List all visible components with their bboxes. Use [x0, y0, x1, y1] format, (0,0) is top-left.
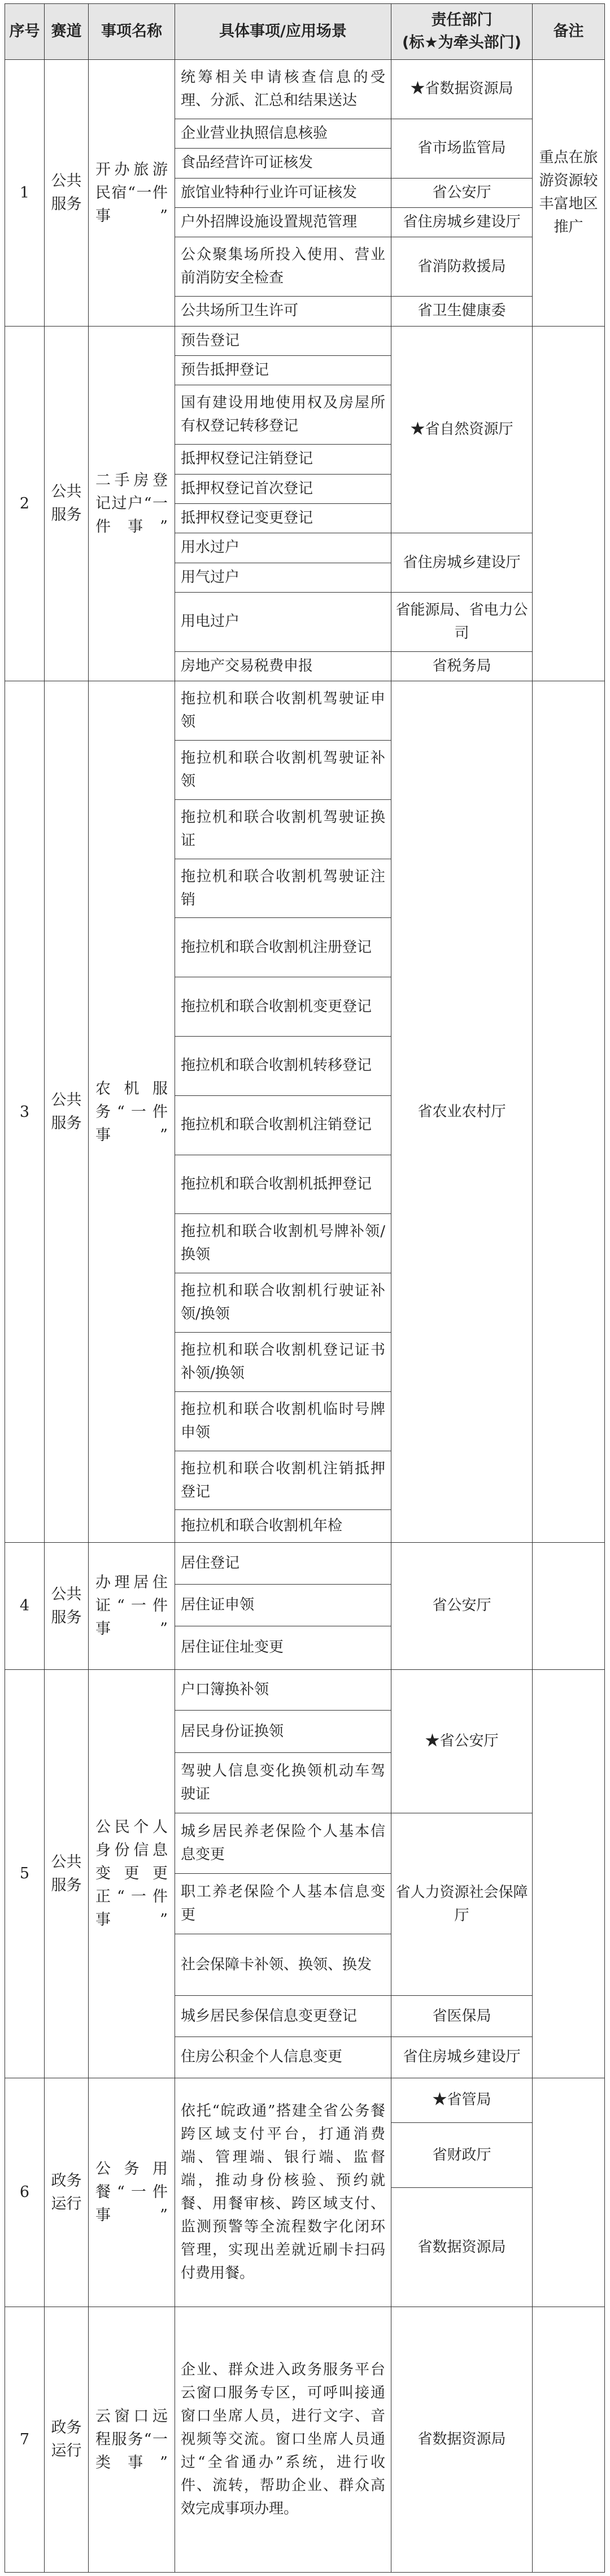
seq-cell: 1: [5, 60, 45, 327]
item-cell: 居住登记: [175, 1543, 391, 1585]
item-cell: 国有建设用地使用权及房屋所有权登记转移登记: [175, 385, 391, 445]
item-cell: 拖拉机和联合收割机登记证书补领/换领: [175, 1333, 391, 1392]
dept-cell: 省住房城乡建设厅: [391, 2037, 533, 2078]
header-track: 赛道: [45, 4, 89, 60]
note-cell: [533, 681, 605, 1543]
item-cell: 用电过户: [175, 593, 391, 652]
dept-cell: ★省自然资源厅: [391, 326, 533, 533]
item-cell: 用气过户: [175, 563, 391, 592]
dept-cell: 省市场监管局: [391, 119, 533, 178]
header-name: 事项名称: [89, 4, 175, 60]
item-cell: 抵押权登记变更登记: [175, 503, 391, 533]
item-cell: 公共场所卫生许可: [175, 297, 391, 326]
track-cell: 政务运行: [45, 2078, 89, 2307]
header-seq: 序号: [5, 4, 45, 60]
item-cell: 拖拉机和联合收割机行驶证补领/换领: [175, 1273, 391, 1333]
note-cell: [533, 326, 605, 681]
dept-cell: 省数据资源局: [391, 2188, 533, 2307]
matter-name-cell: 农机服务“一件事”: [89, 681, 175, 1543]
header-items: 具体事项/应用场景: [175, 4, 391, 60]
item-cell: 住房公积金个人信息变更: [175, 2037, 391, 2078]
table-row: [5, 326, 605, 355]
item-cell: 抵押权登记首次登记: [175, 474, 391, 503]
matter-name-cell: 办理居住证“一件事”: [89, 1543, 175, 1670]
item-cell: 拖拉机和联合收割机转移登记: [175, 1037, 391, 1096]
item-cell: 拖拉机和联合收割机注销登记: [175, 1095, 391, 1155]
item-cell: 房地产交易税费申报: [175, 651, 391, 681]
item-cell: 预告抵押登记: [175, 355, 391, 385]
header-note: 备注: [533, 4, 605, 60]
note-cell: 重点在旅游资源较丰富地区推广: [533, 60, 605, 327]
note-cell: [533, 1543, 605, 1670]
matter-name-cell: 二手房登记过户“一件事”: [89, 326, 175, 681]
matter-name-cell: 公务用餐“一件事”: [89, 2078, 175, 2307]
seq-cell: 2: [5, 326, 45, 681]
item-cell: 拖拉机和联合收割机驾驶证补领: [175, 741, 391, 800]
item-cell: 城乡居民养老保险个人基本信息变更: [175, 1813, 391, 1874]
dept-cell: 省公安厅: [391, 178, 533, 207]
item-cell: 企业营业执照信息核验: [175, 119, 391, 148]
item-cell: 居民身份证换领: [175, 1711, 391, 1753]
item-cell: 拖拉机和联合收割机驾驶证注销: [175, 859, 391, 918]
item-cell: 驾驶人信息变化换领机动车驾驶证: [175, 1753, 391, 1813]
seq-cell: 6: [5, 2078, 45, 2307]
dept-cell: 省人力资源社会保障厅: [391, 1813, 533, 1996]
item-cell: 职工养老保险个人基本信息变更: [175, 1874, 391, 1934]
item-cell: 居住证申领: [175, 1584, 391, 1626]
seq-cell: 3: [5, 681, 45, 1543]
table-row: [5, 2307, 605, 2572]
item-cell: 拖拉机和联合收割机驾驶证申领: [175, 681, 391, 741]
item-cell: 拖拉机和联合收割机临时号牌申领: [175, 1391, 391, 1451]
dept-cell: 省消防救援局: [391, 237, 533, 297]
dept-cell: ★省公安厅: [391, 1669, 533, 1813]
item-cell: 居住证住址变更: [175, 1626, 391, 1669]
item-cell: 拖拉机和联合收割机年检: [175, 1510, 391, 1543]
item-cell: 拖拉机和联合收割机号牌补领/换领: [175, 1214, 391, 1273]
seq-cell: 5: [5, 1669, 45, 2078]
dept-cell: 省住房城乡建设厅: [391, 207, 533, 237]
item-cell: 城乡居民参保信息变更登记: [175, 1996, 391, 2037]
dept-cell: 省能源局、省电力公司: [391, 593, 533, 652]
item-cell: 户口簿换补领: [175, 1669, 391, 1711]
note-cell: [533, 2078, 605, 2307]
track-cell: 政务运行: [45, 2307, 89, 2572]
seq-cell: 7: [5, 2307, 45, 2572]
matter-name-cell: 开办旅游民宿“一件事”: [89, 60, 175, 327]
item-cell: 拖拉机和联合收割机注册登记: [175, 918, 391, 977]
table-row: [5, 60, 605, 119]
item-cell: 依托“皖政通”搭建全省公务餐跨区域支付平台，打通消费端、管理端、银行端、监督端，推动身份核验、预约就餐、用餐审核、跨区域支付、监测预警等全流程数字化闭环管理，实现出差就近刷卡扫码付费用餐。: [175, 2078, 391, 2307]
item-cell: 企业、群众进入政务服务平台云窗口服务专区，可呼叫接通窗口坐席人员，进行文字、音视频等交流。窗口坐席人员通过“全省通办”系统，进行收件、流转，帮助企业、群众高效完成事项办理。: [175, 2307, 391, 2572]
note-cell: [533, 1669, 605, 2078]
track-cell: 公共服务: [45, 326, 89, 681]
dept-cell: 省税务局: [391, 651, 533, 681]
table-row: [5, 1543, 605, 1585]
item-cell: 公众聚集场所投入使用、营业前消防安全检查: [175, 237, 391, 297]
dept-cell: 省住房城乡建设厅: [391, 533, 533, 593]
table-row: [5, 1669, 605, 1711]
matters-table: [5, 3, 605, 2573]
dept-cell: 省农业农村厅: [391, 681, 533, 1543]
item-cell: 户外招牌设施设置规范管理: [175, 207, 391, 237]
track-cell: 公共服务: [45, 1543, 89, 1670]
item-cell: 拖拉机和联合收割机驾驶证换证: [175, 799, 391, 859]
dept-cell: 省财政厅: [391, 2122, 533, 2188]
item-cell: 食品经营许可证核发: [175, 149, 391, 178]
item-cell: 社会保障卡补领、换领、换发: [175, 1934, 391, 1996]
dept-cell: 省卫生健康委: [391, 297, 533, 326]
item-cell: 用水过户: [175, 533, 391, 563]
item-cell: 统筹相关申请核查信息的受理、分派、汇总和结果送达: [175, 60, 391, 119]
item-cell: 拖拉机和联合收割机注销抵押登记: [175, 1451, 391, 1510]
dept-cell: 省数据资源局: [391, 2307, 533, 2572]
header-dept: 责任部门 (标★为牵头部门): [391, 4, 533, 60]
item-cell: 旅馆业特种行业许可证核发: [175, 178, 391, 207]
item-cell: 预告登记: [175, 326, 391, 355]
item-cell: 抵押权登记注销登记: [175, 445, 391, 474]
table-row: [5, 681, 605, 741]
matter-name-cell: 云窗口远程服务“一类事”: [89, 2307, 175, 2572]
note-cell: [533, 2307, 605, 2572]
track-cell: 公共服务: [45, 1669, 89, 2078]
dept-cell: ★省数据资源局: [391, 60, 533, 119]
track-cell: 公共服务: [45, 60, 89, 327]
dept-cell: ★省管局: [391, 2078, 533, 2122]
dept-cell: 省医保局: [391, 1996, 533, 2037]
matter-name-cell: 公民个人身份信息变更更正“一件事”: [89, 1669, 175, 2078]
dept-cell: 省公安厅: [391, 1543, 533, 1670]
track-cell: 公共服务: [45, 681, 89, 1543]
seq-cell: 4: [5, 1543, 45, 1670]
item-cell: 拖拉机和联合收割机抵押登记: [175, 1155, 391, 1214]
header-row: [5, 4, 605, 60]
item-cell: 拖拉机和联合收割机变更登记: [175, 977, 391, 1037]
table-row: [5, 2078, 605, 2122]
